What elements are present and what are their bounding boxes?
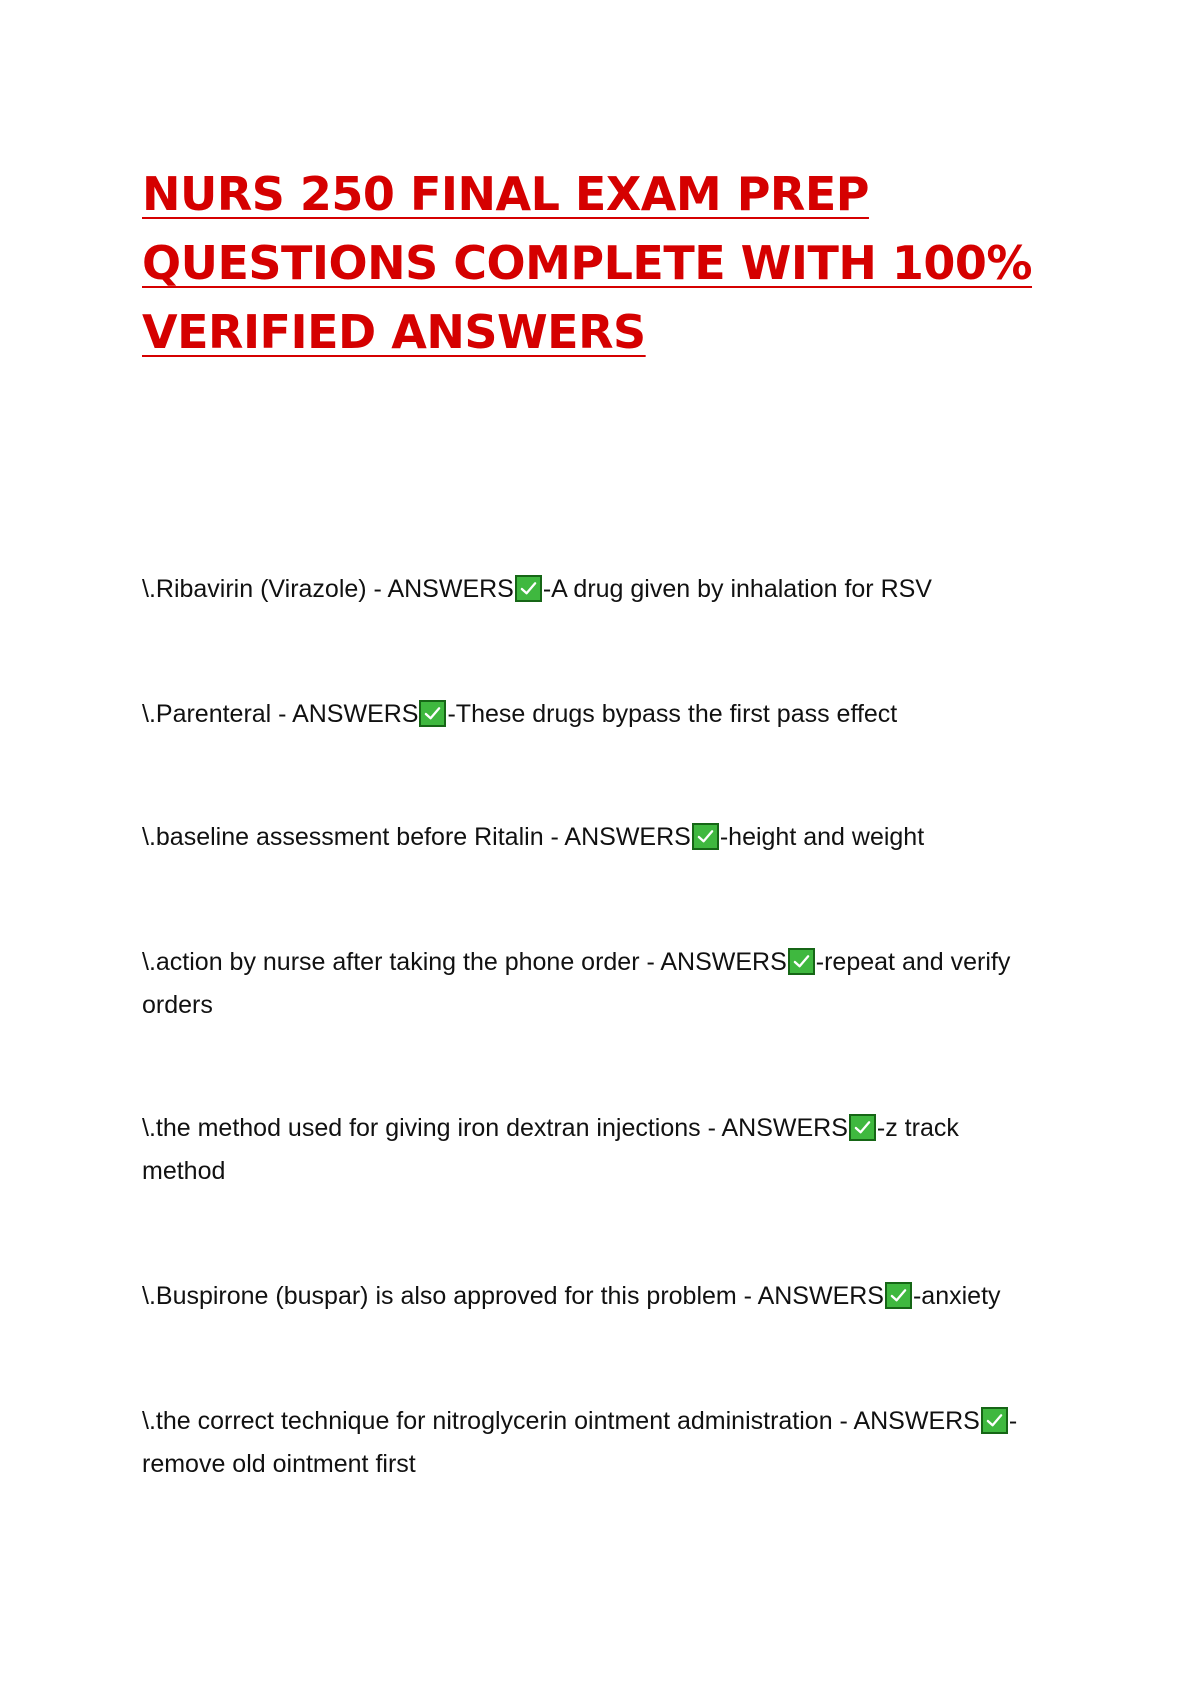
answer-text: -height and weight — [719, 823, 925, 851]
answer-text: -z track method — [142, 1114, 959, 1185]
question-text: \.Parenteral - ANSWERS — [142, 700, 419, 728]
qa-item — [142, 568, 1042, 611]
check-mark-icon — [419, 700, 446, 727]
qa-item — [142, 1275, 1042, 1318]
check-mark-icon — [692, 823, 719, 850]
question-text: \.Ribavirin (Virazole) - ANSWERS — [142, 575, 514, 603]
answer-text: -repeat and verify orders — [142, 948, 1011, 1019]
title-line-2: QUESTIONS COMPLETE WITH 100% — [142, 236, 1033, 290]
title-line-3: VERIFIED ANSWERS — [142, 305, 646, 359]
qa-item — [142, 693, 1042, 736]
qa-item — [142, 816, 1042, 859]
check-mark-icon — [515, 575, 542, 602]
question-text: \.the method used for giving iron dextran injections - ANSWERS — [142, 1114, 848, 1142]
qa-item — [142, 1107, 1042, 1193]
question-text: \.the correct technique for nitroglycerin ointment administration - ANSWERS — [142, 1407, 980, 1435]
question-text: \.Buspirone (buspar) is also approved for this problem - ANSWERS — [142, 1282, 884, 1310]
check-mark-icon — [788, 948, 815, 975]
question-text: \.baseline assessment before Ritalin - ANSWERS — [142, 823, 691, 851]
document-title — [142, 160, 1042, 367]
answer-text: -A drug given by inhalation for RSV — [542, 575, 932, 603]
qa-item — [142, 1400, 1042, 1486]
check-mark-icon — [849, 1114, 876, 1141]
qa-item — [142, 941, 1042, 1027]
answer-text: -anxiety — [912, 1282, 1001, 1310]
check-mark-icon — [981, 1407, 1008, 1434]
check-mark-icon — [885, 1282, 912, 1309]
answer-text: -These drugs bypass the first pass effect — [447, 700, 898, 728]
title-line-1: NURS 250 FINAL EXAM PREP — [142, 167, 869, 221]
question-text: \.action by nurse after taking the phone order - ANSWERS — [142, 948, 787, 976]
answer-text: -remove old ointment first — [142, 1407, 1018, 1478]
